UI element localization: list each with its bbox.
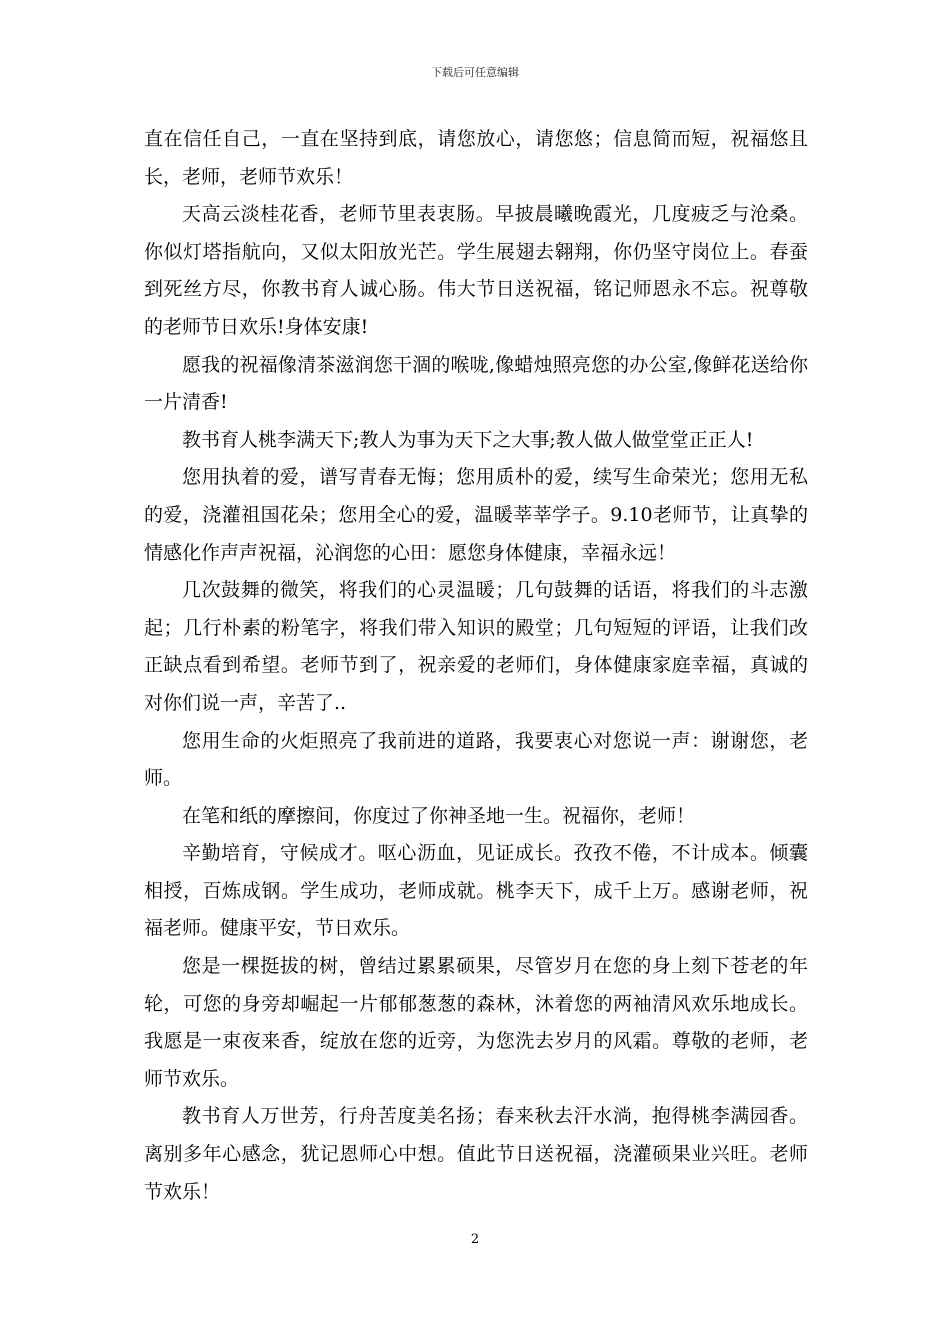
page-number: 2 xyxy=(470,1232,480,1247)
paragraph: 几次鼓舞的微笑，将我们的心灵温暖；几句鼓舞的话语，将我们的斗志激起；几行朴素的粉笔字，将我们带入知识的殿堂；几句短短的评语，让我们改正缺点看到希望。老师节到了，祝亲爱的老师们，身体健康家庭幸福，真诚的对你们说一声，辛苦了.. xyxy=(144,579,808,714)
paragraph: 教书育人桃李满天下;教人为事为天下之大事;教人做人做堂堂正正人! xyxy=(182,428,754,451)
paragraph: 您用生命的火炬照亮了我前进的道路，我要衷心对您说一声：谢谢您，老师。 xyxy=(144,729,808,790)
paragraph: 在笔和纸的摩擦间，你度过了你神圣地一生。祝福你，老师！ xyxy=(182,804,696,827)
paragraph: 您是一棵挺拔的树，曾结过累累硕果，尽管岁月在您的身上刻下苍老的年轮，可您的身旁却崛起一片郁郁葱葱的森林，沐着您的两袖清风欢乐地成长。我愿是一束夜来香，绽放在您的近旁，为您洗去岁月的风霜。尊敬的老师，老师节欢乐。 xyxy=(144,955,808,1090)
page-header: 下载后可任意编辑 xyxy=(431,66,519,79)
paragraph: 您用执着的爱，谱写青春无悔；您用质朴的爱，续写生命荣光；您用无私的爱，浇灌祖国花朵；您用全心的爱，温暖莘莘学子。9.10老师节，让真挚的情感化作声声祝福，沁润您的心田：愿您身体健康，幸福永远！ xyxy=(144,466,808,564)
paragraph: 辛勤培育，守候成才。呕心沥血，见证成长。孜孜不倦，不计成本。倾囊相授，百炼成钢。学生成功，老师成就。桃李天下，成千上万。感谢老师，祝福老师。健康平安，节日欢乐。 xyxy=(144,842,808,940)
paragraph: 教书育人万世芳，行舟苦度美名扬；春来秋去汗水淌，抱得桃李满园香。离别多年心感念，犹记恩师心中想。值此节日送祝福，浇灌硕果业兴旺。老师节欢乐！ xyxy=(144,1105,808,1203)
document-body xyxy=(144,121,808,1211)
paragraph: 愿我的祝福像清茶滋润您干涸的喉咙,像蜡烛照亮您的办公室,像鲜花送给你一片清香! xyxy=(144,353,808,414)
paragraph-continued: 直在信任自己，一直在坚持到底，请您放心，请您悠；信息简而短，祝福悠且长，老师，老师节欢乐！ xyxy=(144,128,808,188)
paragraph: 天高云淡桂花香，老师节里表衷肠。早披晨曦晚霞光，几度疲乏与沧桑。你似灯塔指航向，又似太阳放光芒。学生展翅去翱翔，你仍坚守岗位上。春蚕到死丝方尽，你教书育人诚心肠。伟大节日送祝福，铭记师恩永不忘。祝尊敬的老师节日欢乐!身体安康! xyxy=(144,203,808,338)
